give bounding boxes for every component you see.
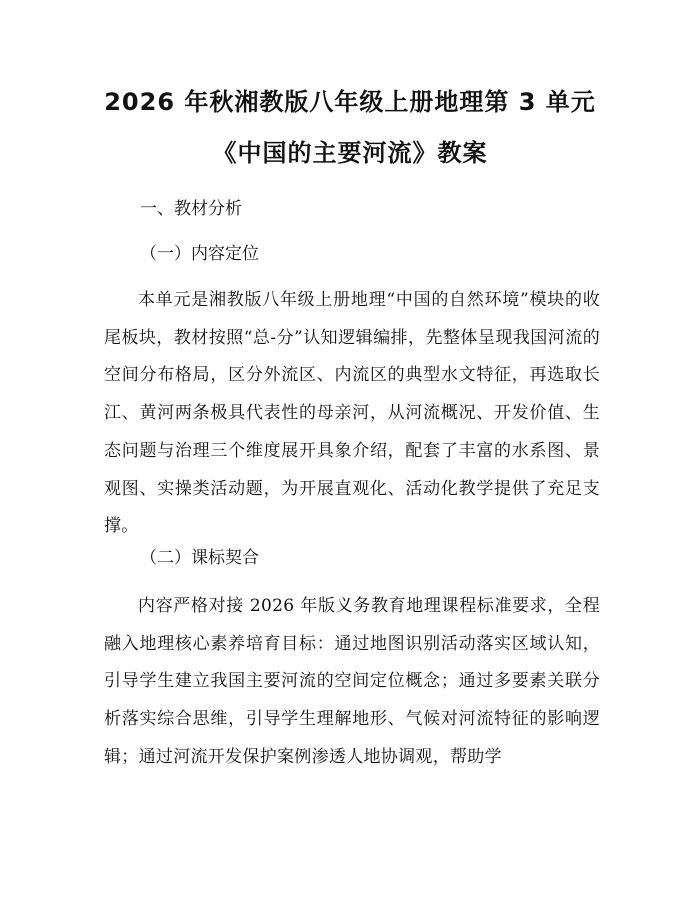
document-title-line-1: 2026 年秋湘教版八年级上册地理第 3 单元 — [104, 88, 596, 116]
section-heading-textbook-analysis: 一、教材分析 — [140, 199, 242, 219]
subsection-heading-content-positioning: （一）内容定位 — [140, 244, 259, 264]
document-title-line-2: 《中国的主要河流》教案 — [212, 139, 488, 167]
paragraph-content-positioning: 本单元是湘教版八年级上册地理“中国的自然环境”模块的收尾板块，教材按照“总-分”认知逻辑编排，先整体呈现我国河流的空间分布格局，区分外流区、内流区的典型水文特征，再选取长江、黄河两条极具代表性的母亲河，从河流概况、开发价值、生态问题与治理三个维度展开具象介绍，配套了丰富的水系图、景观图、实操类活动题，为开展直观化、活动化教学提供了充足支撑。 — [104, 290, 600, 537]
paragraph-curriculum-alignment: 内容严格对接 2026 年版义务教育地理课程标准要求，全程融入地理核心素养培育目标：通过地图识别活动落实区域认知，引导学生建立我国主要河流的空间定位概念；通过多要素关联分析落实综合思维，引导学生理解地形、气候对河流特征的影响逻辑；通过河流开发保护案例渗透人地协调观，帮助学 — [104, 596, 600, 767]
subsection-heading-curriculum-alignment: （二）课标契合 — [140, 548, 259, 568]
